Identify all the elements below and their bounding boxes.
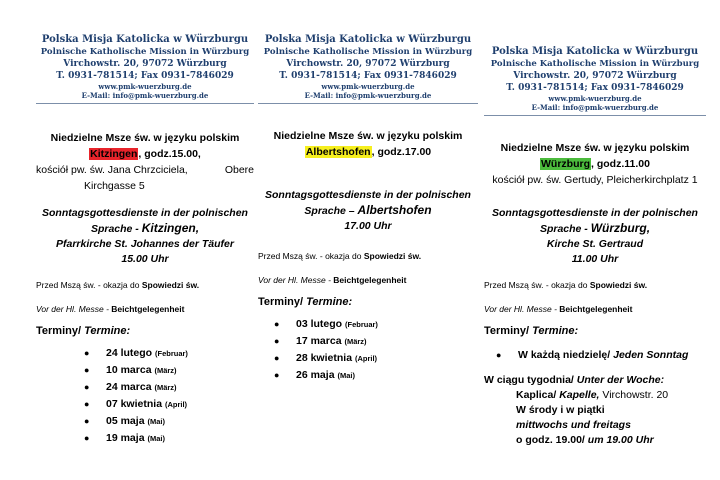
weekday-info: [484, 373, 706, 448]
confession-pl-text: Przed Mszą św. - okazja do: [36, 280, 142, 290]
de-heading: Sonntagsgottesdienste in der polnischen: [42, 207, 248, 219]
de-time: 11.00 Uhr: [571, 253, 619, 265]
pl-heading: Niedzielne Msze św. w języku polskim: [50, 132, 240, 144]
pl-mass-info: [484, 140, 706, 188]
list-item: ● 19 maja (Mai): [82, 430, 254, 447]
confession-de: [36, 303, 254, 315]
list-item: ● W każdą niedzielę/ Jeden Sonntag: [494, 347, 706, 363]
de-heading: Sonntagsgottesdienste in der polnischen: [265, 189, 471, 201]
mission-address: Virchowstr. 20, 97072 Würzburg: [63, 59, 227, 69]
dates-heading: [258, 296, 478, 308]
mission-email: E-Mail: info@pmk-wuerzburg.de: [81, 91, 209, 100]
confession-pl-text: Przed Mszą św. - okazja do: [484, 280, 590, 290]
de-mass-info: [484, 206, 706, 267]
confession-pl-text: Przed Mszą św. - okazja do: [258, 251, 364, 261]
letterhead: [484, 46, 706, 112]
mission-subtitle: Polnische Katholische Mission in Würzburg: [263, 47, 473, 57]
mission-phone: T. 0931-781514; Fax 0931-7846029: [506, 83, 684, 93]
mission-title: Polska Misja Katolicka w Würzburgu: [264, 34, 472, 45]
mass-time: , godz.17.00: [371, 146, 432, 158]
confession-pl: [36, 279, 254, 291]
de-language: Sprache -: [539, 223, 591, 235]
dates-list: [36, 345, 254, 447]
hour-de: um 19.00 Uhr: [587, 434, 654, 446]
de-mass-info: [36, 206, 254, 267]
confession-de-text: Vor der Hl. Messe -: [258, 275, 334, 285]
days-de: mittwochs und freitags: [516, 419, 631, 431]
confession-de-bold: Beichtgelegenheit: [333, 275, 407, 285]
list-item: ● 03 lutego (Februar): [272, 316, 478, 333]
pl-mass-info: [36, 130, 254, 194]
header-divider: [36, 103, 254, 104]
street-b: Kirchgasse 5: [84, 180, 145, 192]
mission-phone: T. 0931-781514; Fax 0931-7846029: [279, 71, 457, 81]
confession-de-bold: Beichtgelegenheit: [559, 304, 633, 314]
mass-time: , godz.11.00: [591, 158, 650, 170]
dates-heading-de: Termine:: [306, 296, 353, 308]
de-language: Sprache –: [304, 205, 358, 217]
list-item: ● 07 kwietnia (April): [82, 396, 254, 413]
confession-pl: [484, 279, 706, 291]
dates-heading-pl: Terminy/: [36, 325, 85, 337]
list-item: ● 24 marca (März): [82, 379, 254, 396]
column-wuerzburg: [484, 0, 706, 480]
de-time: 17.00 Uhr: [344, 220, 392, 232]
mission-phone: T. 0931-781514; Fax 0931-7846029: [56, 71, 234, 81]
confession-de-bold: Beichtgelegenheit: [111, 304, 185, 314]
pl-heading: Niedzielne Msze św. w języku polskim: [273, 130, 463, 142]
confession-de: [258, 274, 478, 286]
de-place: Würzburg,: [590, 221, 651, 235]
mission-address: Virchowstr. 20, 97072 Würzburg: [286, 59, 450, 69]
sunday-list: [484, 347, 706, 363]
list-item: ● 26 maja (Mai): [272, 367, 478, 384]
days-pl: W środy i w piątki: [516, 404, 605, 416]
weekday-heading-pl: W ciągu tygodnia/: [484, 374, 577, 386]
mission-email: E-Mail: info@pmk-wuerzburg.de: [304, 91, 432, 100]
confession-pl-bold: Spowiedzi św.: [589, 280, 648, 290]
list-item: ● 28 kwietnia (April): [272, 350, 478, 367]
dates-heading-pl: Terminy/: [484, 325, 533, 337]
confession-pl-bold: Spowiedzi św.: [363, 251, 422, 261]
mission-web: www.pmk-wuerzburg.de: [98, 82, 192, 91]
chapel-pl: Kaplica/: [516, 389, 560, 401]
de-church: Pfarrkirche St. Johannes der Täufer: [56, 238, 234, 250]
letterhead: [258, 34, 478, 100]
de-place: Albertshofen: [357, 203, 432, 217]
pl-mass-info: [258, 128, 478, 160]
mission-email: E-Mail: info@pmk-wuerzburg.de: [531, 103, 659, 112]
dates-heading: [484, 325, 706, 337]
mission-web: www.pmk-wuerzburg.de: [321, 82, 415, 91]
mission-title: Polska Misja Katolicka w Würzburgu: [491, 46, 699, 57]
place-highlight: Würzburg: [541, 158, 591, 170]
mission-web: www.pmk-wuerzburg.de: [548, 94, 642, 103]
mission-subtitle: Polnische Katholische Mission in Würzburg: [40, 47, 250, 57]
mass-time: , godz.15.00,: [138, 148, 201, 160]
mission-title: Polska Misja Katolicka w Würzburgu: [41, 34, 249, 45]
column-albertshofen: [258, 0, 478, 480]
place-highlight: Kitzingen: [90, 148, 138, 160]
confession-de-text: Vor der Hl. Messe -: [36, 304, 112, 314]
chapel-address: Virchowstr. 20: [599, 389, 669, 401]
dates-heading-pl: Terminy/: [258, 296, 307, 308]
hour-pl: o godz. 19.00/: [516, 434, 588, 446]
header-divider: [258, 103, 478, 104]
mission-subtitle: Polnische Katholische Mission in Würzburg: [490, 59, 700, 69]
place-highlight: Albertshofen: [305, 146, 371, 158]
de-church: Kirche St. Gertraud: [546, 238, 644, 250]
dates-heading-de: Termine:: [532, 325, 579, 337]
confession-pl-bold: Spowiedzi św.: [141, 280, 200, 290]
church-name: kościół pw. św. Gertudy, Pleicherkirchplatz 1: [492, 174, 698, 186]
confession-pl: [258, 250, 478, 262]
mission-address: Virchowstr. 20, 97072 Würzburg: [513, 71, 677, 81]
chapel-de: Kapelle,: [559, 389, 600, 401]
list-item: ● 05 maja (Mai): [82, 413, 254, 430]
list-item: ● 17 marca (März): [272, 333, 478, 350]
confession-de-text: Vor der Hl. Messe -: [484, 304, 560, 314]
list-item: ● 10 marca (März): [82, 362, 254, 379]
church-name: kościół pw. św. Jana Chrzciciela,: [36, 164, 188, 176]
street-a: Obere: [224, 164, 254, 176]
list-item: ● 24 lutego (Februar): [82, 345, 254, 362]
header-divider: [484, 115, 706, 116]
dates-heading: [36, 325, 254, 337]
confession-de: [484, 303, 706, 315]
column-kitzingen: [36, 0, 254, 480]
de-mass-info: [258, 188, 478, 234]
weekday-heading-de: Unter der Woche:: [576, 374, 665, 386]
de-place: Kitzingen,: [141, 221, 200, 235]
dates-heading-de: Termine:: [84, 325, 131, 337]
de-language: Sprache -: [90, 223, 142, 235]
dates-list: [258, 316, 478, 384]
de-heading: Sonntagsgottesdienste in der polnischen: [492, 207, 698, 219]
letterhead: [36, 34, 254, 100]
de-time: 15.00 Uhr: [121, 253, 169, 265]
pl-heading: Niedzielne Msze św. w języku polskim: [500, 142, 690, 154]
